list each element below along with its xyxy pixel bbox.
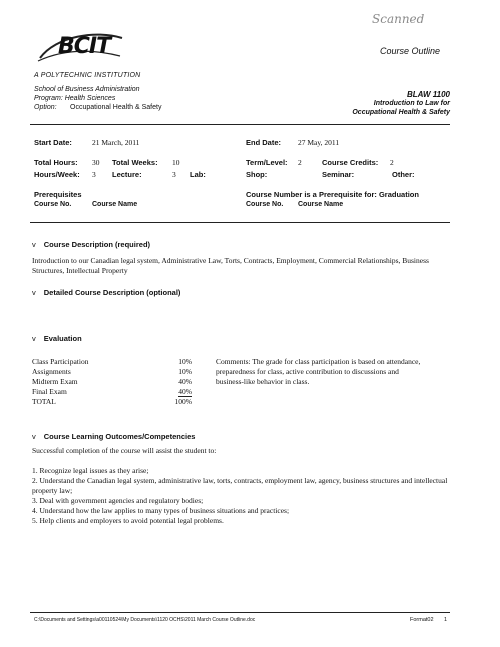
evaluation-row [32, 377, 192, 387]
bullet-marker: v [32, 432, 36, 441]
course-title-line-2: Occupational Health & Safety [352, 109, 450, 116]
prereq-course-no-header: Course No. [34, 201, 72, 208]
evaluation-weight: 40% [178, 377, 192, 386]
term-level-value: 2 [298, 158, 302, 167]
course-credits-value: 2 [390, 158, 394, 167]
total-weeks-value: 10 [172, 158, 180, 167]
evaluation-item: Assignments [32, 367, 71, 376]
prereq-for-heading: Course Number is a Prerequisite for: Graduation [246, 190, 419, 199]
bullet-marker: v [32, 334, 36, 343]
start-date-value: 21 March, 2011 [92, 138, 140, 147]
evaluation-item: Midterm Exam [32, 377, 78, 386]
seminar-label: Seminar: [322, 170, 355, 179]
learning-outcomes-heading [32, 432, 195, 441]
start-date-label: Start Date: [34, 138, 72, 147]
end-date-label: End Date: [246, 138, 282, 147]
hours-week-label: Hours/Week: [34, 170, 80, 179]
prereq-for-course-no-header: Course No. [246, 201, 284, 208]
outcomes-intro: Successful completion of the course will assist the student to: [32, 446, 217, 455]
evaluation-item: Class Participation [32, 357, 89, 366]
bullet-marker: v [32, 288, 36, 297]
evaluation-weight: 10% [178, 367, 192, 376]
evaluation-row [32, 387, 192, 397]
bcit-logo [36, 28, 126, 66]
scanned-stamp: Scanned [372, 12, 425, 26]
term-level-label: Term/Level: [246, 158, 288, 167]
prereq-course-name-header: Course Name [92, 201, 138, 208]
course-description-heading [32, 240, 150, 249]
course-description-text: Introduction to our Canadian legal system, Administrative Law, Torts, Contracts, Employment, Commercial Relationships, Business Structures, Intellectual Property [32, 256, 429, 275]
school-name: School of Business Administration [34, 86, 140, 93]
evaluation-heading [32, 334, 82, 343]
bullet-marker: v [32, 240, 36, 249]
outcomes-list [32, 466, 452, 526]
outcome-item: 4. Understand how the law applies to many types of business situations and practices; [32, 506, 290, 515]
detailed-description-heading [32, 288, 180, 297]
evaluation-comments: Comments: The grade for class participation is based on attendance, preparedness for class, active contribution to discussions and business-like behavior in class. [216, 357, 421, 386]
program-name: Program: Health Sciences [34, 95, 116, 102]
footer-form-code: Format02 [410, 617, 434, 623]
shop-label: Shop: [246, 170, 268, 179]
prerequisites-heading: Prerequisites [34, 190, 82, 199]
footer-divider [30, 612, 450, 613]
outcome-item: 3. Deal with government agencies and regulatory bodies; [32, 496, 204, 505]
course-credits-label: Course Credits: [322, 158, 379, 167]
total-weeks-label: Total Weeks: [112, 158, 158, 167]
lab-label: Lab: [190, 170, 206, 179]
course-description-heading-text: Course Description (required) [43, 240, 151, 249]
evaluation-total-value: 100% [174, 397, 192, 406]
prereq-for-course-name-header: Course Name [298, 201, 344, 208]
end-date-value: 27 May, 2011 [298, 138, 340, 147]
evaluation-row [32, 357, 192, 367]
outcome-item: 2. Understand the Canadian legal system, administrative law, torts, contracts, employment law, agency, business structures and intellectual property law; [32, 476, 448, 495]
hours-week-value: 3 [92, 170, 96, 179]
evaluation-weight: 40% [178, 387, 192, 396]
course-code: BLAW 1100 [407, 90, 450, 99]
learning-outcomes-heading-text: Course Learning Outcomes/Competencies [43, 432, 196, 441]
option-label: Option: [34, 104, 57, 111]
outcome-item: 5. Help clients and employers to avoid potential legal problems. [32, 516, 224, 525]
header-divider [30, 124, 450, 125]
lecture-label: Lecture: [112, 170, 142, 179]
total-hours-label: Total Hours: [34, 158, 78, 167]
outcome-item: 1. Recognize legal issues as they arise; [32, 466, 149, 475]
evaluation-total-row [32, 397, 192, 407]
document-type: Course Outline [380, 46, 441, 56]
course-title-line-1: Introduction to Law for [373, 100, 450, 107]
detailed-description-heading-text: Detailed Course Description (optional) [43, 288, 181, 297]
logo-tagline: A POLYTECHNIC INSTITUTION [34, 72, 141, 79]
option-value: Occupational Health & Safety [70, 104, 162, 111]
lecture-value: 3 [172, 170, 176, 179]
evaluation-item: Final Exam [32, 387, 67, 396]
other-label: Other: [392, 170, 415, 179]
footer-file-path: C:\Documents and Settings\a00110524\My Documents\1120 OCHS\2011 March Course Outline.doc [34, 617, 256, 623]
total-hours-value: 30 [92, 158, 100, 167]
evaluation-row [32, 367, 192, 377]
info-divider [30, 222, 450, 223]
evaluation-table [32, 357, 192, 407]
bcit-logo-text: BCIT [58, 34, 111, 59]
evaluation-total-label: TOTAL [32, 397, 56, 406]
evaluation-heading-text: Evaluation [43, 334, 82, 343]
evaluation-weight: 10% [178, 357, 192, 366]
footer-page-number: 1 [444, 617, 448, 623]
